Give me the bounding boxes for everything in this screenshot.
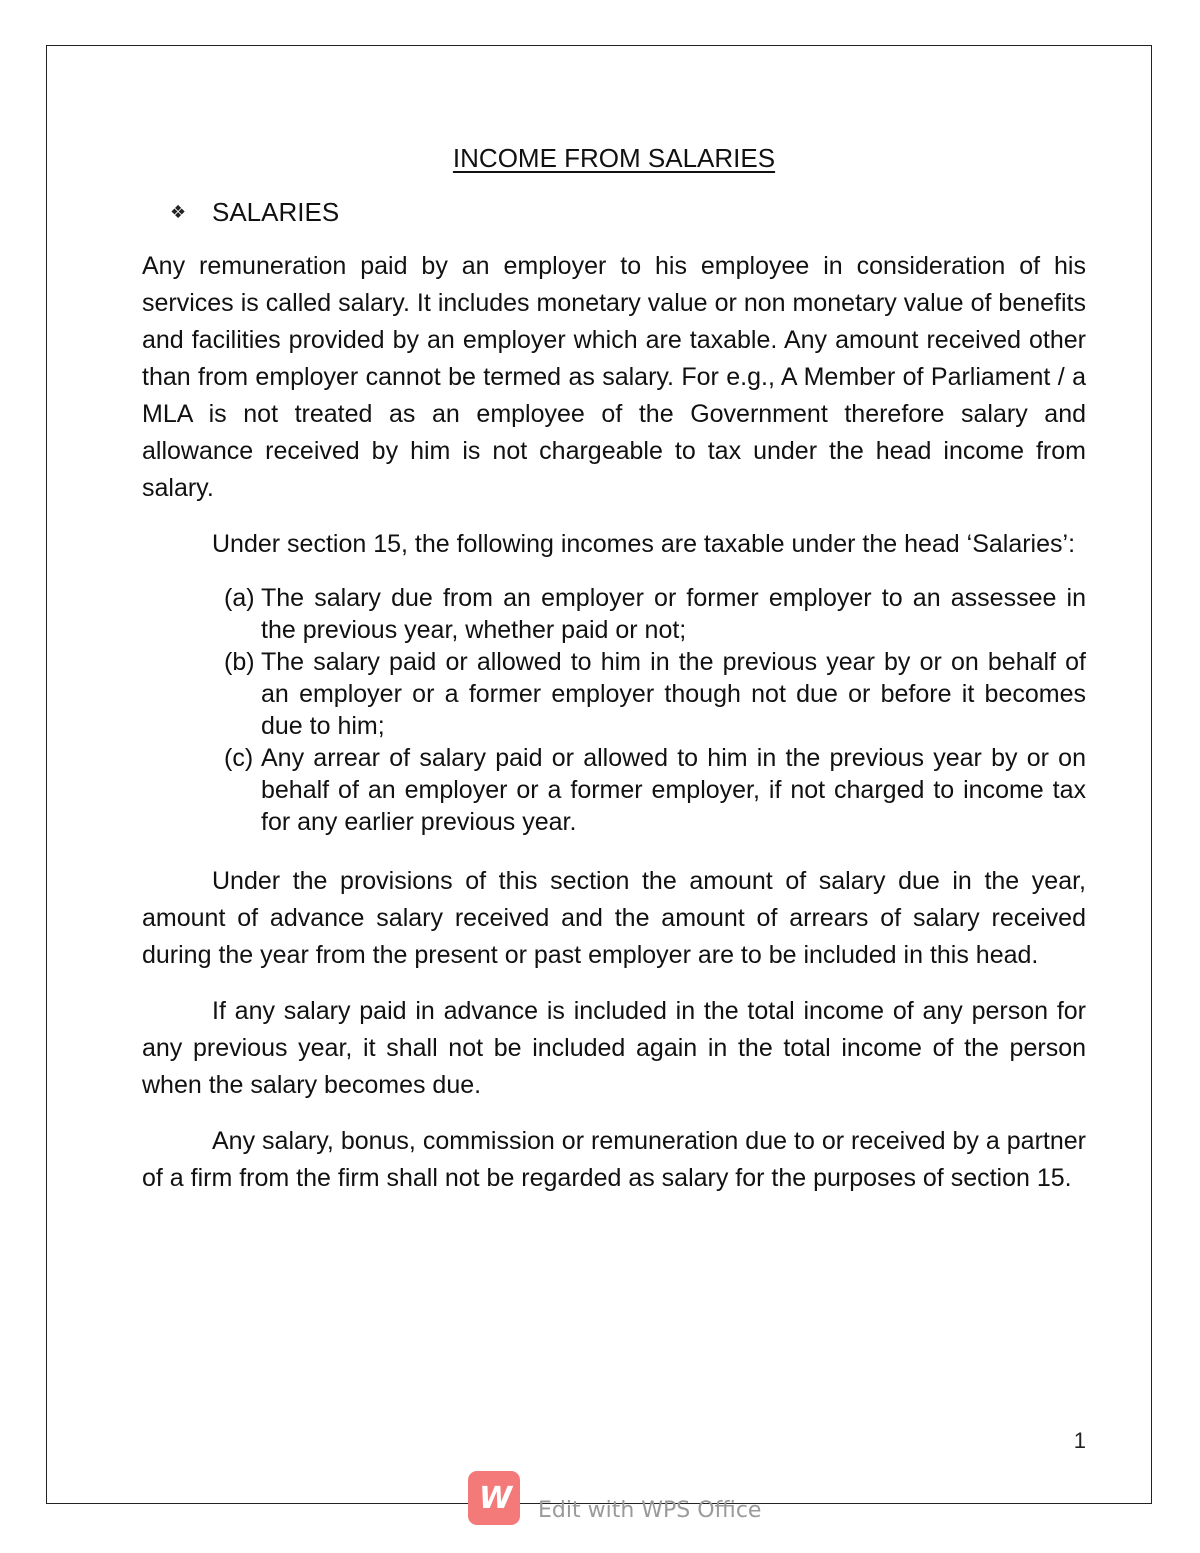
wps-logo-icon: W (468, 1471, 520, 1525)
diamond-bullet-icon: ❖ (170, 202, 187, 222)
list-marker: (c) (224, 744, 254, 772)
paragraph-advance-salary: If any salary paid in advance is included in the total income of any person for any previous year, it shall not be included again in the total income of the person when the salary becomes due. (142, 997, 1086, 1099)
paragraph-provisions: Under the provisions of this section the amount of salary due in the year, amount of advance salary received and the amount of arrears of salary received during the year from the present or past employer are to be included in this head. (142, 867, 1086, 969)
section-heading-text: SALARIES (212, 197, 340, 227)
wps-watermark[interactable] (468, 1471, 761, 1525)
list-item (224, 646, 1086, 742)
paragraph-partner: Any salary, bonus, commission or remuneration due to or received by a partner of a firm from the firm shall not be regarded as salary for the purposes of section 15. (142, 1127, 1086, 1192)
list-marker: (b) (224, 648, 255, 676)
document-title: INCOME FROM SALARIES (452, 143, 776, 173)
list-marker: (a) (224, 584, 255, 612)
paragraph-section-15: Under section 15, the following incomes are taxable under the head ‘Salaries’: (212, 530, 1076, 558)
page-number: 1 (1073, 1428, 1086, 1453)
wps-watermark-text: Edit with WPS Office (538, 1497, 762, 1523)
paragraph-definition: Any remuneration paid by an employer to his employee in consideration of his services is called salary. It includes monetary value or non monetary value of benefits and facilities provided by an employer which are taxable. Any amount received other than from employer cannot be termed as salary. For e.g., A Member of Parliament / a MLA is not treated as an employee of the Government therefore salary and allowance received by him is not chargeable to tax under the head income from salary. (142, 252, 1086, 502)
document-body (142, 140, 1086, 1216)
list-item-text: The salary paid or allowed to him in the previous year by or on behalf of an employer or a former employer though not due or before it becomes due to him; (261, 648, 1086, 740)
list-item-text: Any arrear of salary paid or allowed to him in the previous year by or on behalf of an employer or a former employer, if not charged to income tax for any earlier previous year. (261, 744, 1086, 836)
list-item-text: The salary due from an employer or former employer to an assessee in the previous year, whether paid or not; (261, 584, 1086, 644)
list-item (224, 582, 1086, 646)
taxable-incomes-list (224, 582, 1086, 838)
list-item (224, 742, 1086, 838)
section-heading (170, 194, 1086, 230)
